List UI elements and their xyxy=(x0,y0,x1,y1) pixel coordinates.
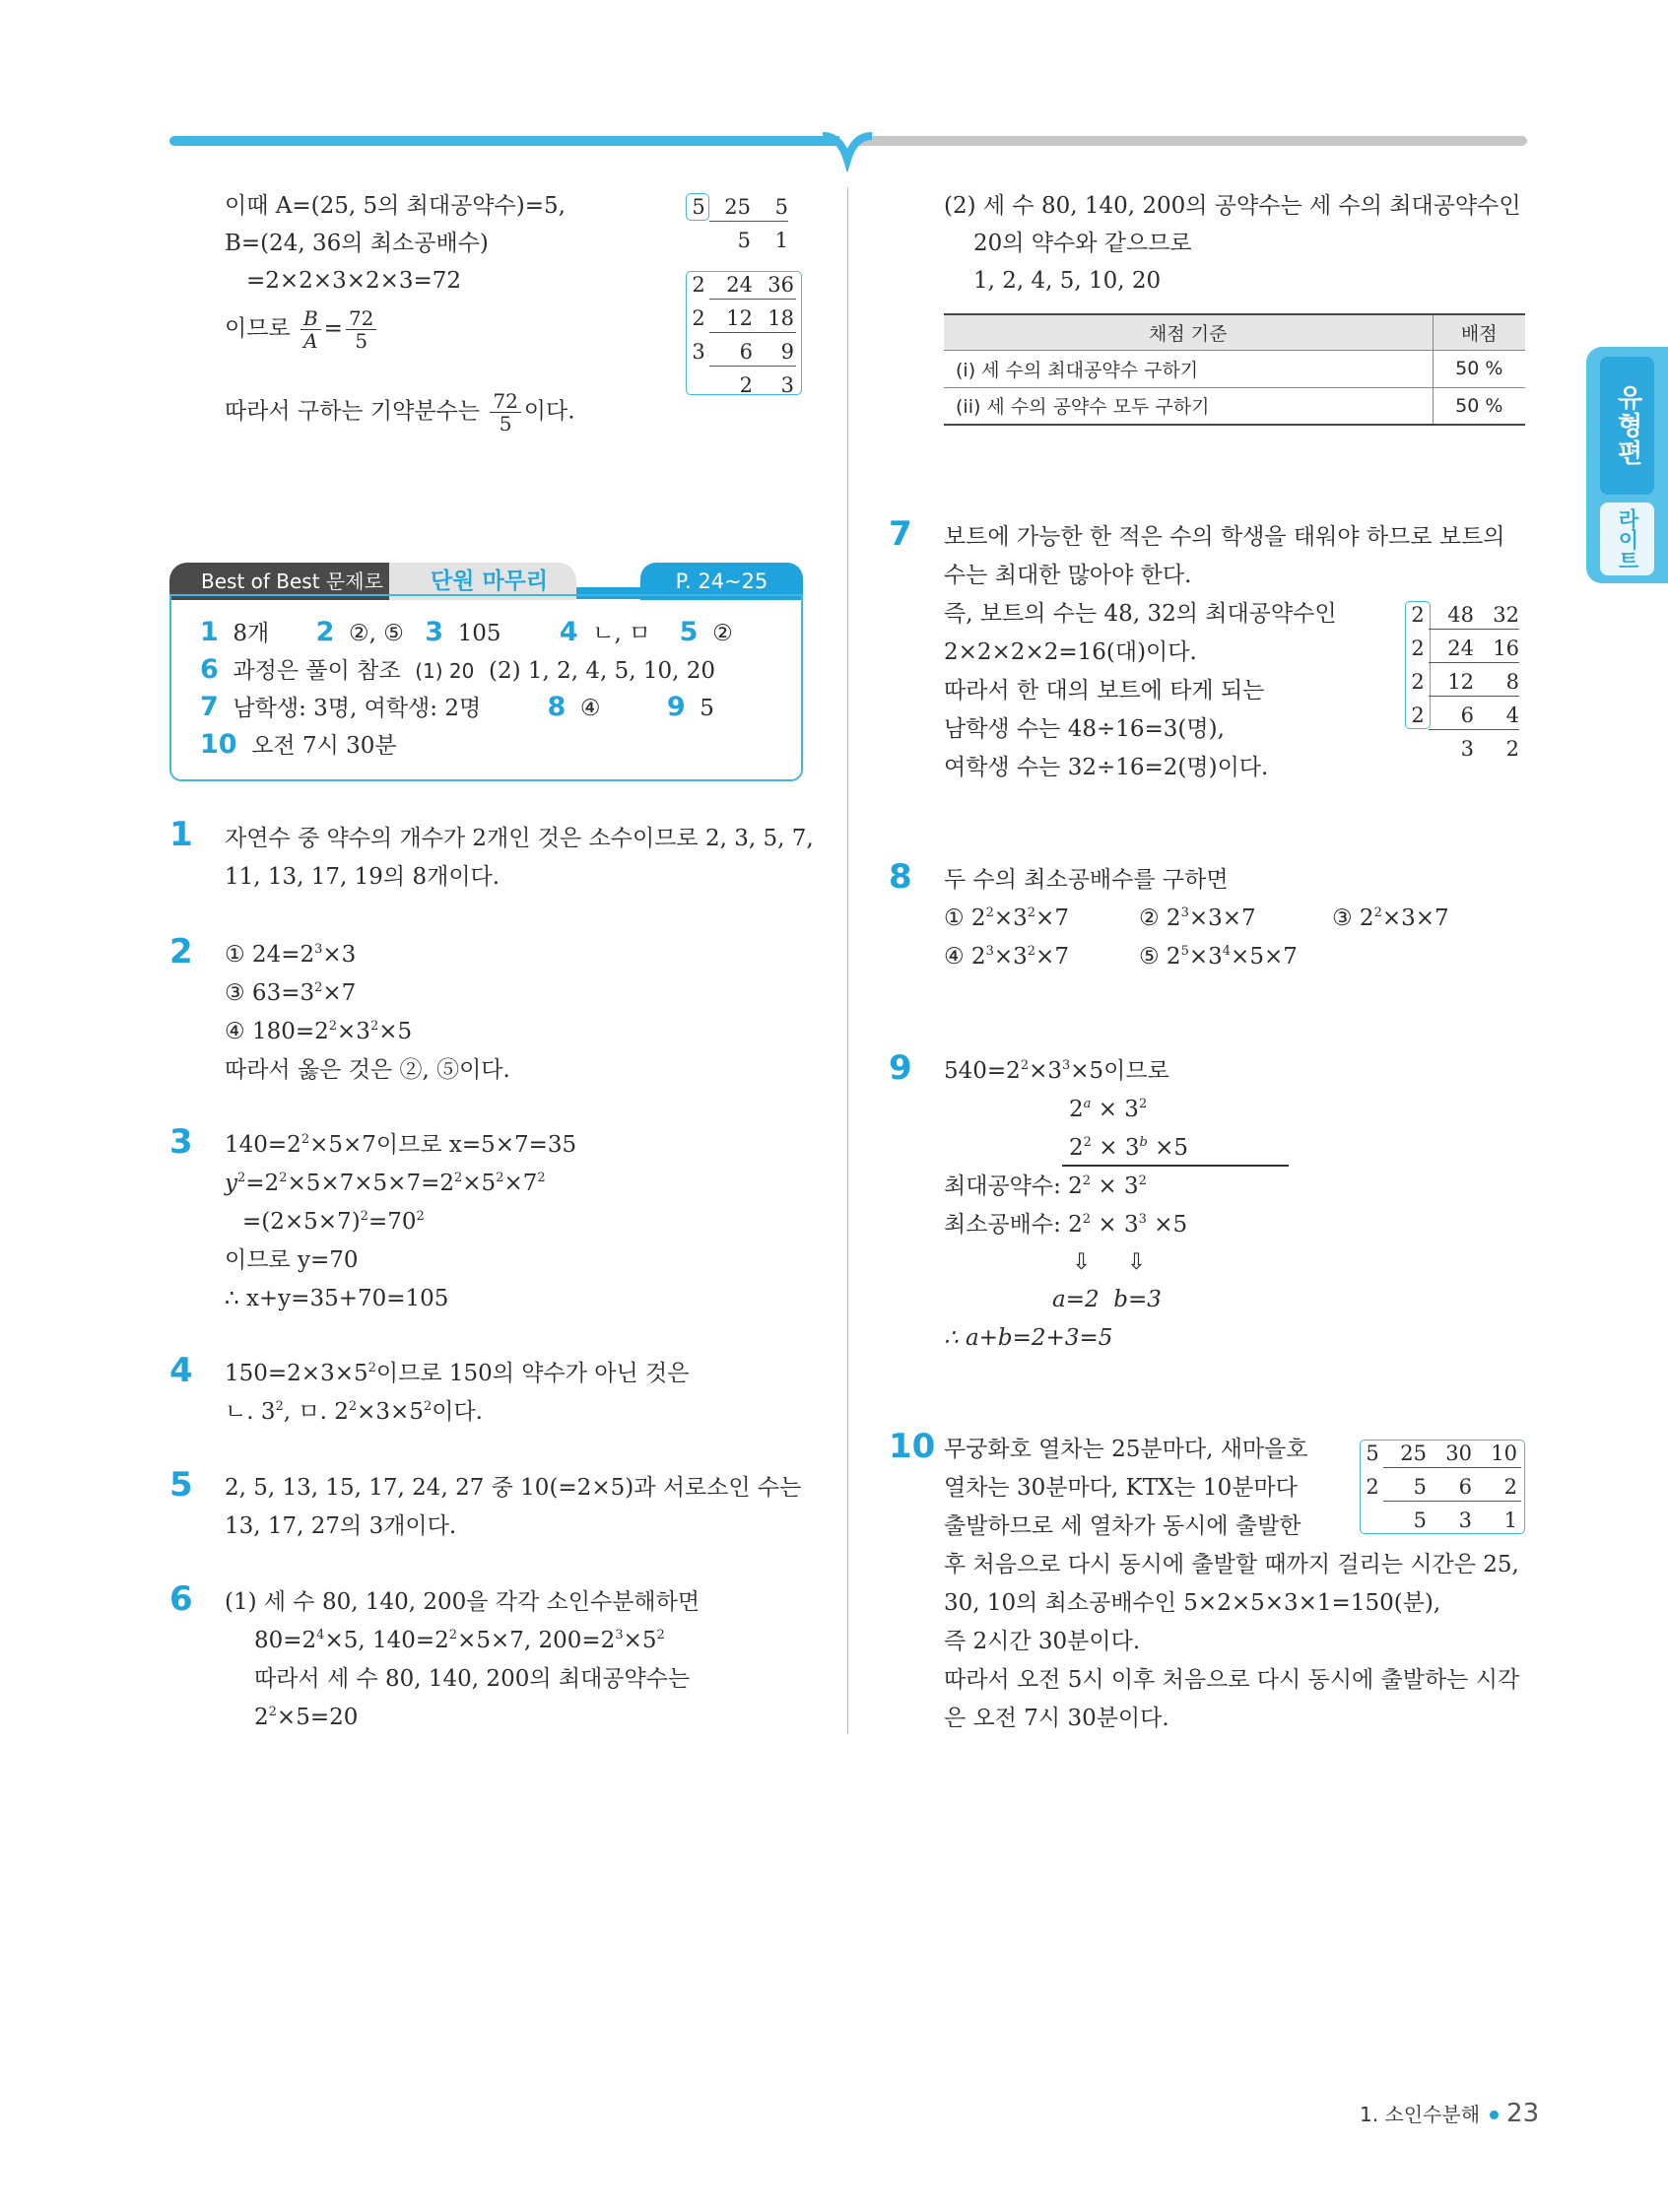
text-line: 즉 2시간 30분이다. xyxy=(944,1629,1141,1654)
text-line: (2) 세 수 80, 140, 200의 공약수는 세 수의 최대공약수인 xyxy=(944,193,1521,219)
fraction-b-over-a: $\frac{B}{A}$ xyxy=(300,307,321,352)
answers-tag-title: 단원 마무리 xyxy=(389,563,576,600)
table-cell-points: 50 % xyxy=(1433,350,1525,387)
text-line: 두 수의 최소공배수를 구하면 xyxy=(944,867,1229,893)
text-line: $y^2=2^2\times 5\times 7\times 5\times 7=2^2\times 5^2\times 7^2$ xyxy=(225,1171,546,1196)
solution-number: 3 xyxy=(169,1122,193,1162)
side-tab-label-sub: 라이트 xyxy=(1600,503,1654,575)
text-line: $540=2^2\times 3^3\times 5$이므로 xyxy=(944,1058,1169,1084)
text-line: 열차는 30분마다, KTX는 10분마다 xyxy=(944,1475,1298,1501)
table-cell-points: 50 % xyxy=(1433,387,1525,425)
table-header-row xyxy=(944,314,1525,350)
text-line: 자연수 중 약수의 개수가 2개인 것은 소수이므로 2, 3, 5, 7, xyxy=(225,826,814,851)
table-row xyxy=(944,387,1525,425)
text-line: 은 오전 7시 30분이다. xyxy=(944,1706,1169,1731)
text-line: a=2 b=3 xyxy=(1052,1287,1162,1312)
column-divider xyxy=(847,187,848,1734)
text-line: $80=2^4\times 5$, $140=2^2\times 5\times 7$, $200=2^3\times 5^2$ xyxy=(254,1628,665,1653)
text-line: 따라서 옳은 것은 ②, ⑤이다. xyxy=(225,1057,510,1083)
fraction-line: 따라서 구하는 기약분수는 $\frac{72}{5}$ 이다. xyxy=(225,389,575,436)
answer-row-4: 10 오전 7시 30분 xyxy=(200,729,397,760)
text-line: $150=2\times 3\times 5^2$이므로 150의 약수가 아닌 것은 xyxy=(225,1361,690,1386)
text-line: $2^a \times 3^2$ xyxy=(1069,1097,1148,1122)
text-line: 1, 2, 4, 5, 10, 20 xyxy=(973,268,1162,294)
option-1: ① $2^2\times 3^2\times 7$ xyxy=(944,905,1069,931)
fraction-line: 이므로 $\frac{B}{A}$ = $\frac{72}{5}$ xyxy=(225,307,379,352)
text-line: =2×2×3×2×3=72 xyxy=(246,268,462,294)
text-line: ① $24=2^3\times 3$ xyxy=(225,942,357,968)
text-line: ③ $63=3^2\times 7$ xyxy=(225,980,357,1006)
text-line: 13, 17, 27의 3개이다. xyxy=(225,1513,457,1539)
text-line: $=(2\times 5\times 7)^2=70^2$ xyxy=(242,1209,425,1235)
table-header-criteria: 채점 기준 xyxy=(944,314,1433,350)
text-line: 2×2×2×2=16(대)이다. xyxy=(944,639,1197,665)
side-tab-label-main: 유형편 xyxy=(1600,357,1654,495)
fraction-answer: $\frac{72}{5}$ xyxy=(490,390,520,435)
text-line: $2^2\times 5=20$ xyxy=(254,1705,359,1730)
text-line: $140=2^2\times 5\times 7$이므로 x=5×7=35 xyxy=(225,1132,577,1158)
text-line: B=(24, 36의 최소공배수) xyxy=(225,231,489,256)
text-line: 11, 13, 17, 19의 8개이다. xyxy=(225,864,500,890)
option-4: ④ $2^3\times 3^2\times 7$ xyxy=(944,944,1069,970)
text-line: 무궁화호 열차는 25분마다, 새마을호 xyxy=(944,1437,1308,1462)
solution-number: 1 xyxy=(169,815,193,854)
side-tab[interactable] xyxy=(1586,347,1668,583)
division-ladder-24-36: 2 24 36 2 12 18 3 6 9 2 3 xyxy=(688,268,806,402)
page-number: 23 xyxy=(1506,2099,1540,2128)
answer-row-1: 1 8개 2 ②, ⑤ 3 105 4 ㄴ, ㅁ 5 ② xyxy=(200,617,733,647)
answers-tag-best-of-best: Best of Best 문제로 xyxy=(169,563,404,600)
table-header-points: 배점 xyxy=(1433,314,1525,350)
header-bar-notch xyxy=(823,132,872,171)
answers-page-range: P. 24~25 xyxy=(640,563,803,600)
solution-number: 8 xyxy=(889,857,912,897)
text-line: 보트에 가능한 한 적은 수의 학생을 태워야 하므로 보트의 xyxy=(944,524,1505,550)
text-line: (1) 세 수 80, 140, 200을 각각 소인수분해하면 xyxy=(225,1589,701,1615)
answer-row-3: 7 남학생: 3명, 여학생: 2명 8 ④ 9 5 xyxy=(200,692,714,722)
header-bar-right xyxy=(857,136,1527,146)
text-line: 20의 약수와 같으므로 xyxy=(973,231,1192,256)
text-line: 최소공배수: $2^2 \times 3^3 \times 5$ xyxy=(944,1212,1188,1238)
option-5: ⑤ $2^5\times 3^4\times 5\times 7$ xyxy=(1139,944,1298,970)
text-line: 이므로 y=70 xyxy=(225,1247,359,1273)
text-line: 즉, 보트의 수는 48, 32의 최대공약수인 xyxy=(944,601,1337,627)
text-line: $2^2 \times 3^b \times 5$ xyxy=(1069,1135,1188,1161)
text-line: 따라서 오전 5시 이후 처음으로 다시 동시에 출발하는 시각 xyxy=(944,1667,1520,1693)
text-line: ④ $180=2^2\times 3^2\times 5$ xyxy=(225,1019,413,1044)
table-cell-criteria: (ii) 세 수의 공약수 모두 구하기 xyxy=(944,387,1433,425)
solution-number: 9 xyxy=(889,1048,912,1088)
text-line: 최대공약수: $2^2 \times 3^2$ xyxy=(944,1173,1147,1199)
text-line: 남학생 수는 48÷16=3(명), xyxy=(944,716,1225,742)
division-ladder-25-30-10: 5 25 30 10 2 5 6 2 5 3 1 xyxy=(1362,1437,1529,1537)
text-line: 후 처음으로 다시 동시에 출발할 때까지 걸리는 시간은 25, xyxy=(944,1552,1519,1577)
text-line: 수는 최대한 많아야 한다. xyxy=(944,563,1192,588)
text-line: 여학생 수는 32÷16=2(명)이다. xyxy=(944,755,1269,780)
text-line: 출발하므로 세 열차가 동시에 출발한 xyxy=(944,1513,1301,1539)
solution-number: 7 xyxy=(889,514,912,554)
table-cell-criteria: (i) 세 수의 최대공약수 구하기 xyxy=(944,350,1433,387)
solution-number: 2 xyxy=(169,932,193,972)
text-line: 따라서 한 대의 보트에 타게 되는 xyxy=(944,678,1265,704)
text-line: ∴ a+b=2+3=5 xyxy=(944,1325,1113,1351)
down-arrow-icon: ⇩ ⇩ xyxy=(1072,1249,1147,1275)
text-line: 이때 A=(25, 5의 최대공약수)=5, xyxy=(225,193,566,219)
fraction-72-over-5: $\frac{72}{5}$ xyxy=(346,307,376,352)
text-line: 따라서 세 수 80, 140, 200의 최대공약수는 xyxy=(254,1666,691,1692)
text-line: ∴ x+y=35+70=105 xyxy=(225,1286,449,1311)
division-ladder-25-5: 5 25 5 5 1 xyxy=(688,190,796,257)
option-2: ② $2^3\times 3\times 7$ xyxy=(1139,905,1256,931)
text-line: ㄴ. $3^2$, ㅁ. $2^2\times 3\times 5^2$이다. xyxy=(225,1399,483,1425)
solution-number: 5 xyxy=(169,1465,193,1505)
underline-rule xyxy=(1062,1165,1289,1167)
page-footer xyxy=(1360,2099,1539,2128)
bullet-dot-icon xyxy=(1490,2111,1499,2119)
solution-number: 10 xyxy=(889,1427,936,1466)
option-3: ③ $2^2\times 3\times 7$ xyxy=(1332,905,1449,931)
division-ladder-48-32: 2 48 32 2 24 16 2 12 8 2 6 4 3 2 xyxy=(1407,598,1530,766)
header-bar-left xyxy=(169,136,839,146)
chapter-title: 1. 소인수분해 xyxy=(1360,2103,1481,2126)
text-line: 2, 5, 13, 15, 17, 24, 27 중 10(=2×5)과 서로소인 수는 xyxy=(225,1475,802,1501)
text-line: 30, 10의 최소공배수인 5×2×5×3×1=150(분), xyxy=(944,1590,1441,1616)
solution-number: 4 xyxy=(169,1351,193,1390)
solution-number: 6 xyxy=(169,1579,193,1619)
scoring-table xyxy=(944,313,1525,426)
answer-row-2: 6 과정은 풀이 참조 (1) 20 (2) 1, 2, 4, 5, 10, 20 xyxy=(200,654,716,685)
table-row xyxy=(944,350,1525,387)
